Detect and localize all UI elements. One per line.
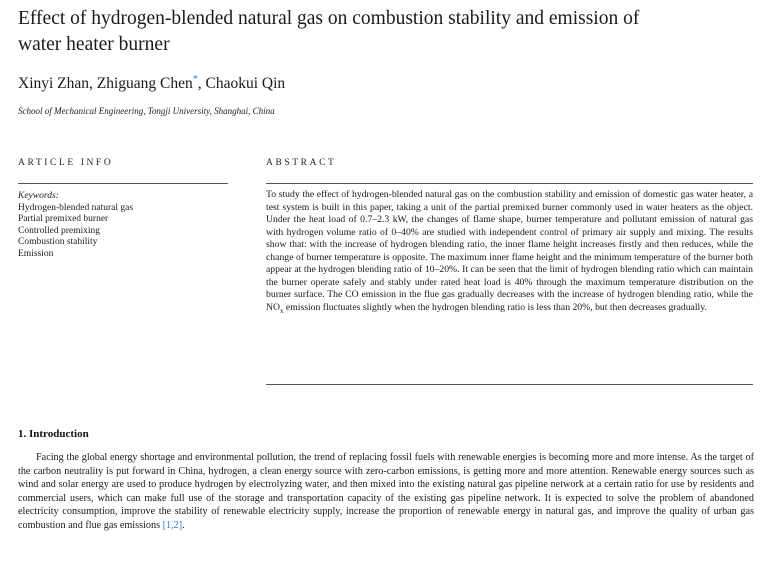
abstract-bottom-rule <box>266 384 753 385</box>
keywords-label: Keywords: <box>18 191 59 201</box>
citation-link[interactable]: 2 <box>173 519 179 531</box>
abstract-top-rule <box>266 183 753 184</box>
article-info-heading: ARTICLE INFO <box>18 158 114 168</box>
author-name: Zhiguang Chen <box>96 75 193 93</box>
keyword: Emission <box>18 248 54 259</box>
introduction-heading: 1. Introduction <box>18 428 89 440</box>
author-name: Xinyi Zhan <box>18 75 90 93</box>
corresponding-author-link[interactable]: * <box>192 74 198 85</box>
paper-title: Effect of hydrogen-blended natural gas on combustion stability and emission of water heater burner <box>18 8 640 55</box>
keyword: Hydrogen-blended natural gas <box>18 202 134 213</box>
introduction-paragraph: Facing the global energy shortage and environmental pollution, the trend of replacing fossil fuels with renewable energies is becoming more and more intense. As the target of the carbon neutrality is put forward in China, hydrogen, a clean energy source with zero-carbon emissions, is getting more and more attention. Renewable energy sources such as wind and solar energy are used to produce hydrogen by electrolyzing water, and then mixed into the existing natural gas pipeline network at a certain ratio for use by residents and commercial users, which can make full use of the storage and transportation capacity of the existing gas pipeline network. It is expected to solve the problem of abandoned electricity consumption, improve the stability of renewable electricity supply, increase the proportion of renewable energy in natural gas, and improve the quality of urban gas combustion and flue gas emissions [1,2]. <box>18 452 754 531</box>
affiliation: School of Mechanical Engineering, Tongji University, Shanghai, China <box>18 106 275 116</box>
keyword: Controlled premixing <box>18 225 101 236</box>
citation-link[interactable]: 1 <box>166 519 172 531</box>
abstract-text: To study the effect of hydrogen-blended natural gas on the combustion stability and emission of domestic gas water heater, a test system is built in this paper, taking a unit of the partial premixed burner commonly used in water heaters as the object. Under the heat load of 0.7–2.3 kW, the changes of flame shape, burner temperature and pollutant emission of natural gas with hydrogen volume ratio of 0–40% are studied with independent control of primary air supply and mixing. The results show that: with the increase of hydrogen blending ratio, the inner flame height increases firstly and then reduces, while the change of burner temperature is opposite. The maximum inner flame height and the minimum temperature of the burner both appear at the hydrogen blending ratio of 10–20%. It can be seen that the limit of hydrogen blending ratio which can maintain the burner operate safely and stably under rated heat load is 40% through the maximum temperature distribution on the burner surface. The CO emission in the flue gas gradually decreases with the increase of hydrogen blending ratio, while the $NO_x$ emission fluctuates slightly when the hydrogen blending ratio is less than 20%, but then decreases gradually. <box>266 189 753 315</box>
abstract-heading: ABSTRACT <box>266 158 337 168</box>
keyword: Combustion stability <box>18 237 98 248</box>
author-list: Xinyi Zhan, Zhiguang Chen*, Chaokui Qin <box>18 74 286 93</box>
article-info-rule <box>18 183 228 184</box>
keyword: Partial premixed burner <box>18 214 109 225</box>
author-name: Chaokui Qin <box>205 75 286 93</box>
keywords-block <box>18 191 228 261</box>
